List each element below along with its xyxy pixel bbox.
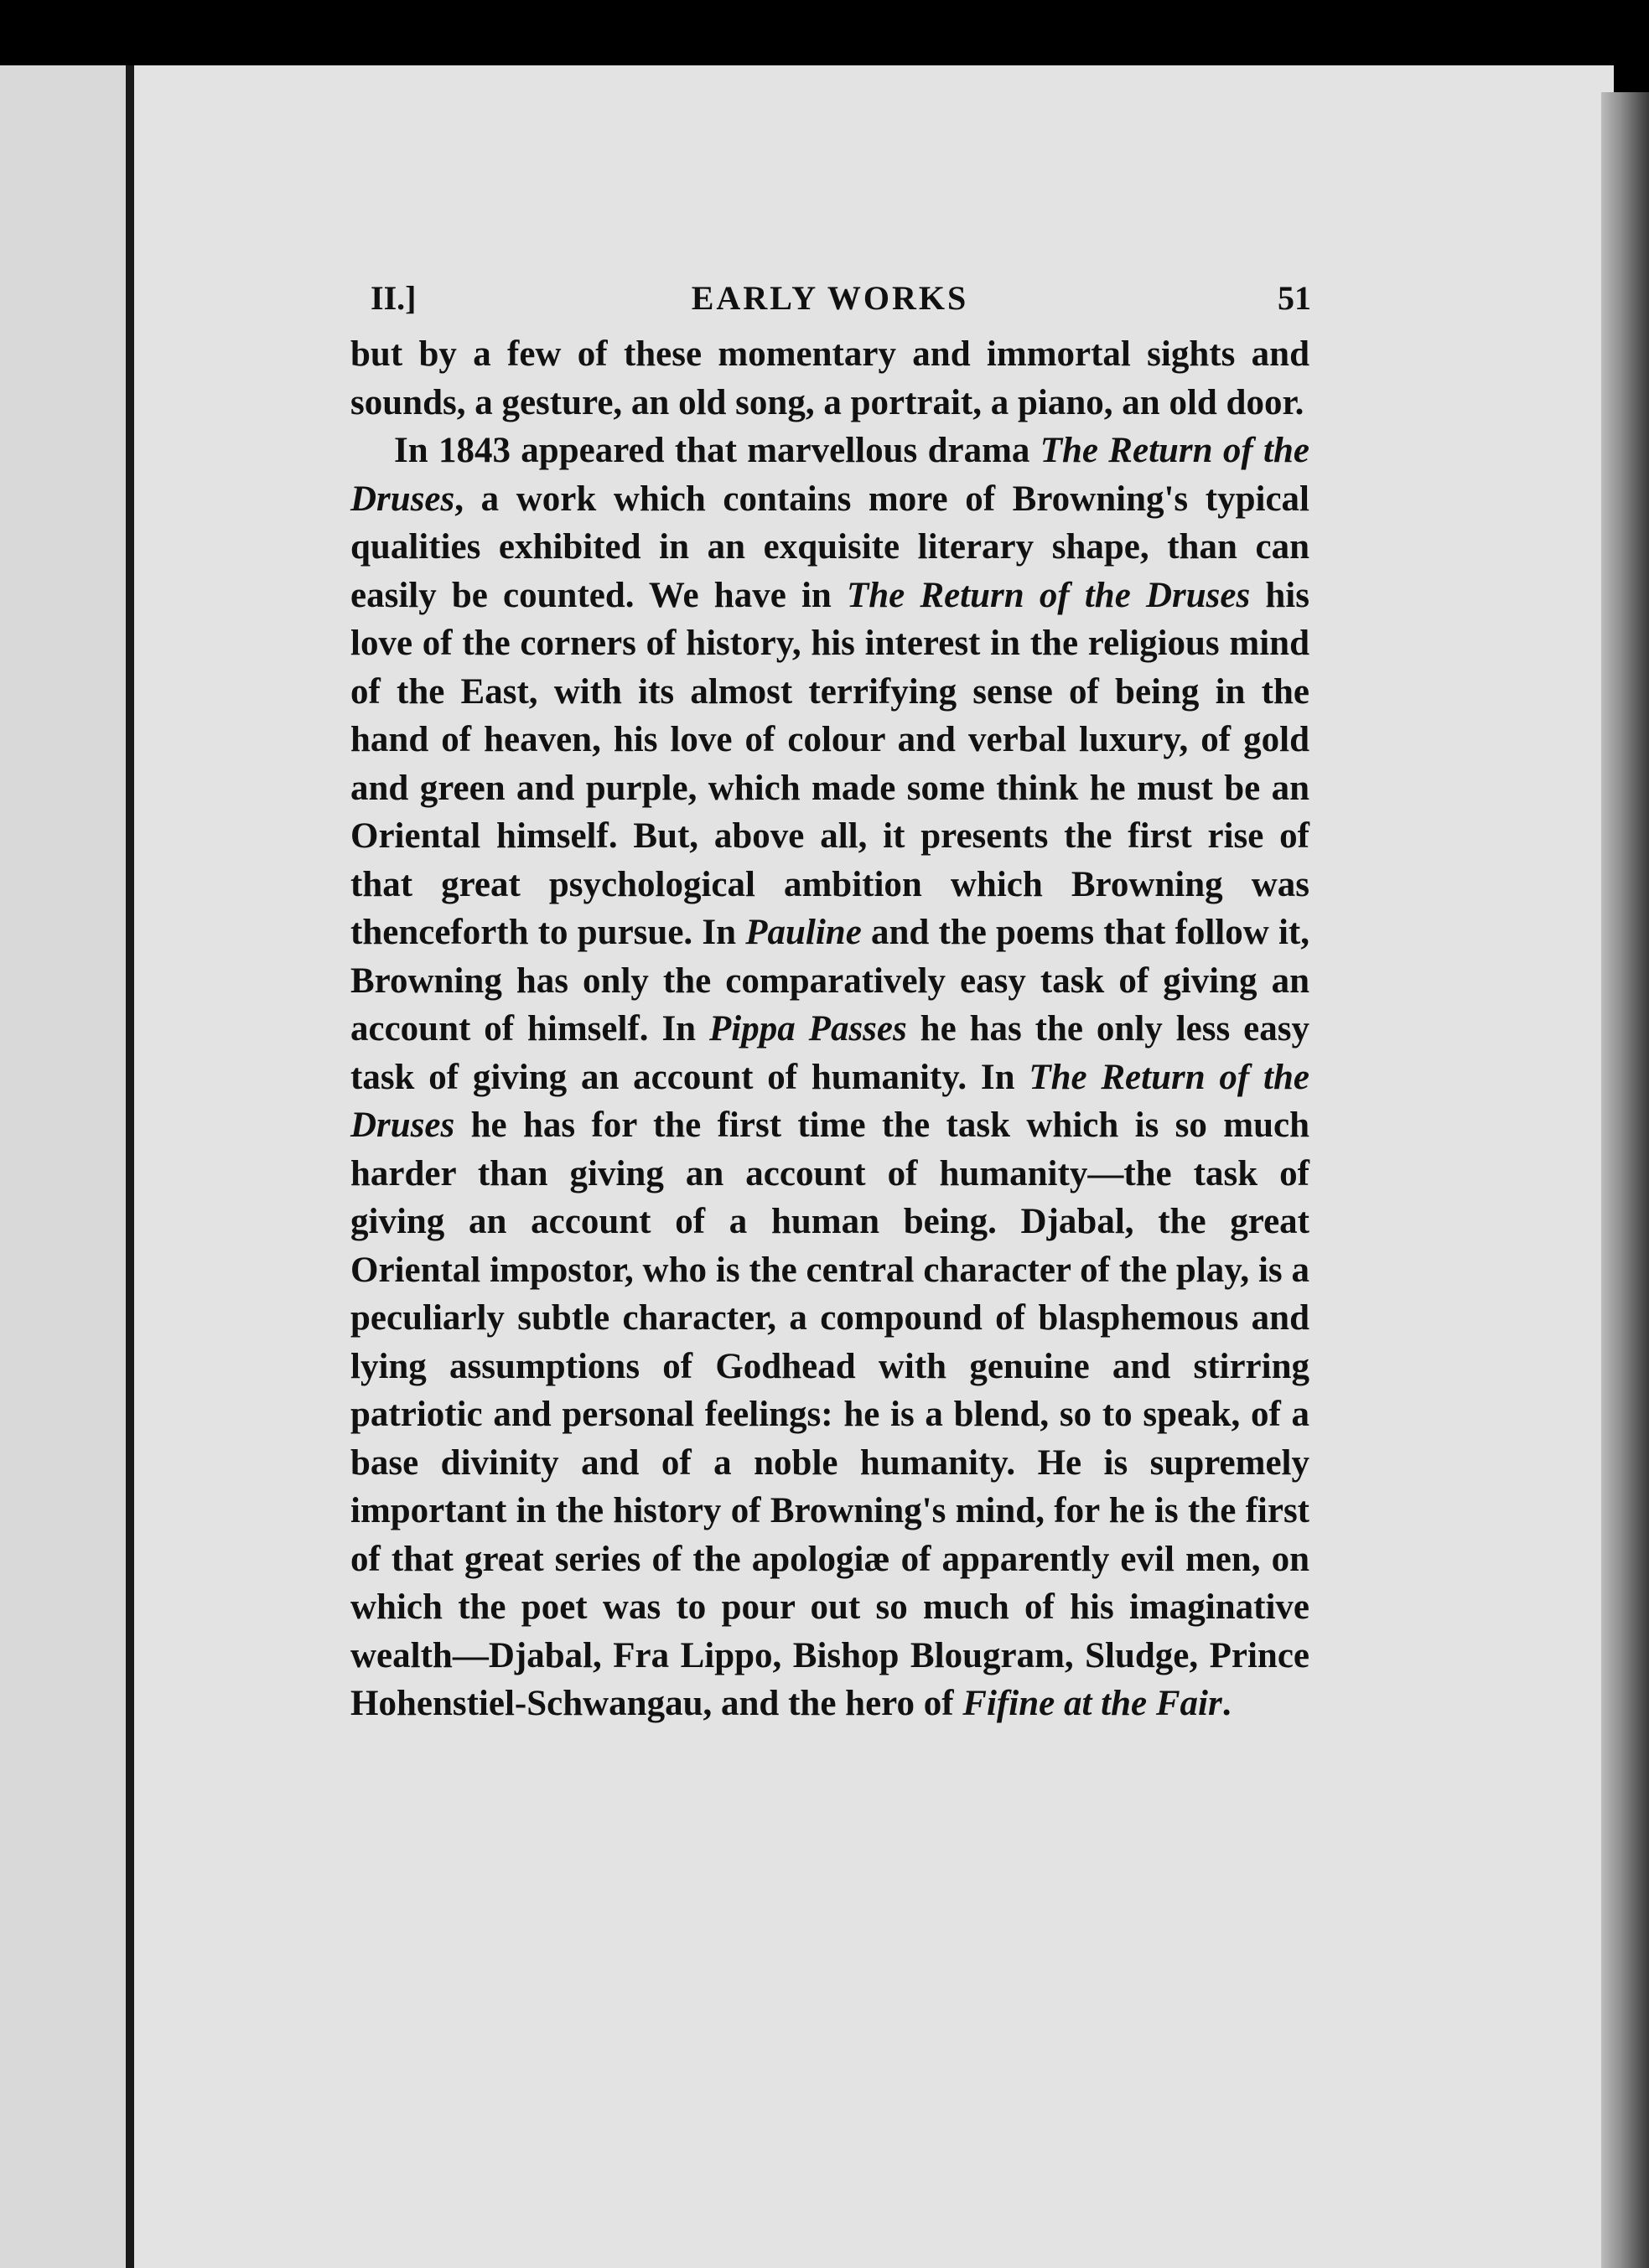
text-segment: , a work which contains more of Browning's typical qualities exhibited in an exquisite literary shape, than can easily be counted. We have in [350,479,1309,615]
text-segment: his love of the corners of history, his interest in the religious mind of the East, with its almost terrifying sense of being in the hand of heaven, his love of colour and verbal luxury, of gold and green and purple, which made some think he must be an Oriental himself. But, above all, it presents the first rise of that great psychological ambition which Browning was thenceforth to pursue. In [350,575,1309,952]
page-stack-edge [1601,92,1649,2268]
paragraph-druses [350,427,1309,1728]
running-head [350,267,1309,325]
page-content [350,267,1309,1728]
body-text [350,330,1309,1728]
italic-title: The Return of the Druses [350,431,1309,519]
text-segment: he has for the first time the task which is so much harder than giving an account of humanity—the task of giving an account of a human being. Djabal, the great Oriental impostor, who is the central character of the play, is a peculiarly subtle character, a compound of blasphemous and lying assumptions of Godhead with genuine and stirring patriotic and personal feelings: he is a blend, so to speak, of a base divinity and of a noble humanity. He is supremely important in the history of Browning's mind, for he is the first of that great series of the apologiæ of apparently evil men, on which the poet was to pour out so much of his imaginative wealth—Djabal, Fra Lippo, Bishop Blougram, Sludge, Prince Hohenstiel-Schwangau, and the hero of [350,1106,1309,1723]
running-title: EARLY WORKS [691,279,969,317]
paragraph-continuation [350,330,1309,427]
page-number: 51 [1278,279,1311,317]
italic-title: The Return of the Druses [846,575,1251,615]
italic-title: Fifine at the Fair [962,1684,1222,1723]
italic-title: Pauline [745,913,862,952]
text-segment: but by a few of these momentary and immortal sights and sounds, a gesture, an old song, a portrait, a piano, an old door. [350,334,1309,422]
text-segment: and the poems that follow it, Browning has only the comparatively easy task of giving an account of himself. In [350,913,1309,1049]
text-segment: he has the only less easy task of giving an account of humanity. In [350,1009,1309,1097]
italic-title: Pippa Passes [709,1009,907,1049]
facing-page-edge [0,65,132,2268]
italic-title: The Return of the Druses [350,1057,1309,1145]
book-gutter [126,65,134,2268]
chapter-number: II.] [371,279,417,317]
text-segment: . [1221,1684,1232,1723]
text-segment: In 1843 appeared that marvellous drama [394,431,1040,470]
